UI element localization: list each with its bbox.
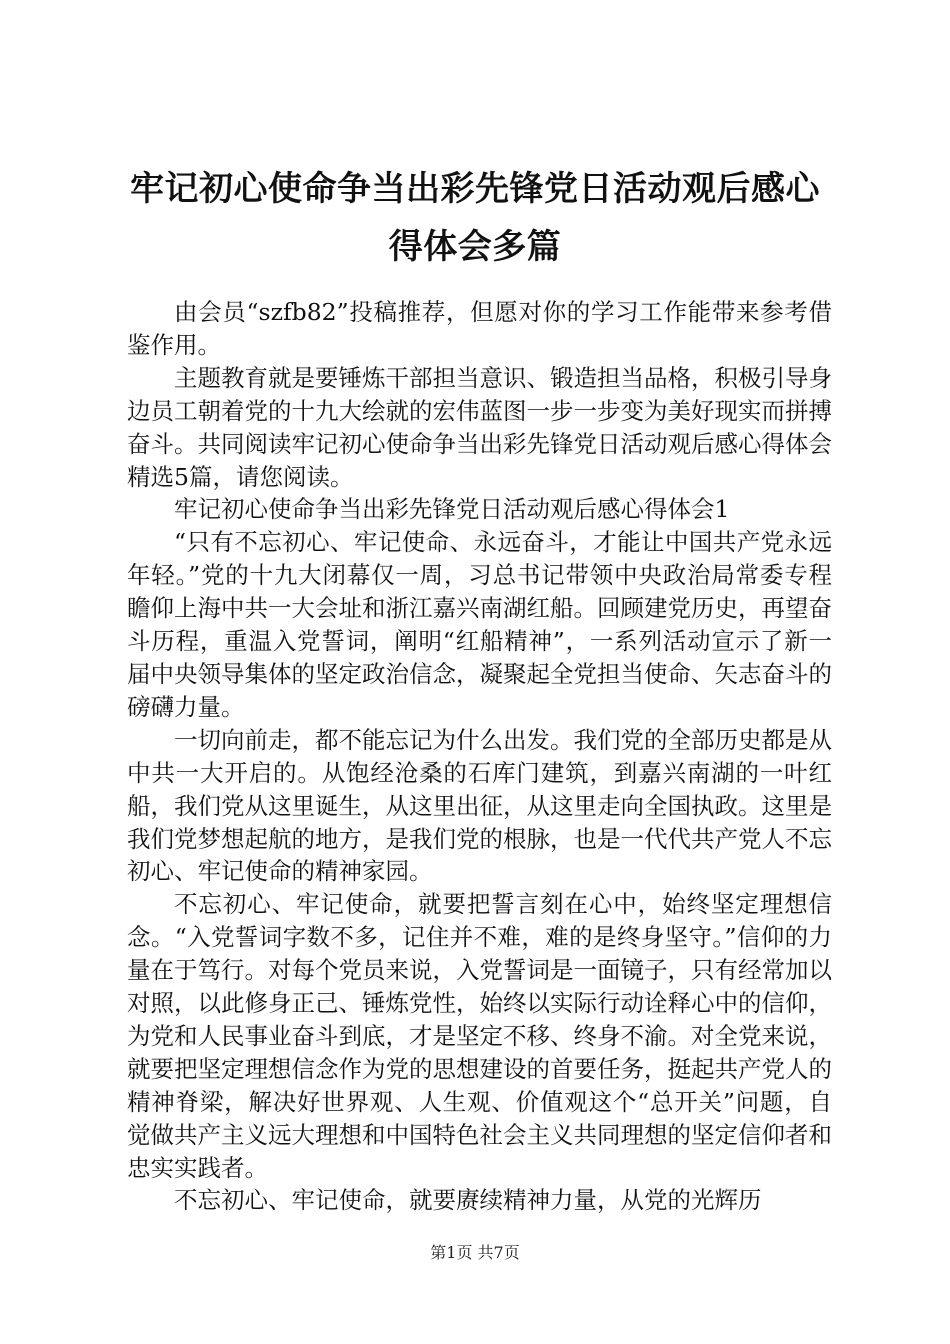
paragraph-summary: 主题教育就是要锤炼干部担当意识、锻造担当品格，积极引导身边员工朝着党的十九大绘就的宏伟蓝图一步一步变为美好现实而拼搏奋斗。共同阅读牢记初心使命争当出彩先锋党日活动观后感心得体会精选5篇，请您阅读。 [127, 363, 832, 491]
title-line-2: 得体会多篇 [388, 227, 562, 267]
document-body [127, 296, 832, 1217]
paragraph: 不忘初心、牢记使命，就要赓续精神力量，从党的光辉历 [174, 1186, 762, 1215]
paragraph-intro: 由会员“szfb82”投稿推荐，但愿对你的学习工作能带来参考借鉴作用。 [127, 298, 832, 359]
title-line-1: 牢记初心使命争当出彩先锋党日活动观后感心 [130, 169, 820, 209]
paragraph: 不忘初心、牢记使命，就要把誓言刻在心中，始终坚定理想信念。“入党誓词字数不多，记住并不难，难的是终身坚守。”信仰的力量在于笃行。对每个党员来说，入党誓词是一面镜子，只有经常加以对照，以此修身正己、锤炼党性，始终以实际行动诠释心中的信仰，为党和人民事业奋斗到底，才是坚定不移、终身不渝。对全党来说，就要把坚定理想信念作为党的思想建设的首要任务，挺起共产党人的精神脊梁，解决好世界观、人生观、价值观这个“总开关”问题，自觉做共产主义远大理想和中国特色社会主义共同理想的坚定信仰者和忠实实践者。 [127, 890, 832, 1182]
paragraph: 一切向前走，都不能忘记为什么出发。我们党的全部历史都是从中共一大开启的。从饱经沧桑的石库门建筑，到嘉兴南湖的一叶红船，我们党从这里诞生，从这里出征，从这里走向全国执政。这里是我们党梦想起航的地方，是我们党的根脉，也是一代代共产党人不忘初心、牢记使命的精神家园。 [127, 725, 832, 886]
paragraph: “只有不忘初心、牢记使命、永远奋斗，才能让中国共产党永远年轻。”党的十九大闭幕仅一周，习总书记带领中央政治局常委专程瞻仰上海中共一大会址和浙江嘉兴南湖红船。回顾建党历史，再望奋斗历程，重温入党誓词，阐明“红船精神”，一系列活动宣示了新一届中央领导集体的坚定政治信念，凝聚起全党担当使命、矢志奋斗的磅礴力量。 [127, 528, 832, 721]
document-title [120, 160, 830, 276]
page-footer: 第1页 共7页 [430, 1243, 520, 1262]
section-heading: 牢记初心使命争当出彩先锋党日活动观后感心得体会1 [174, 495, 730, 524]
